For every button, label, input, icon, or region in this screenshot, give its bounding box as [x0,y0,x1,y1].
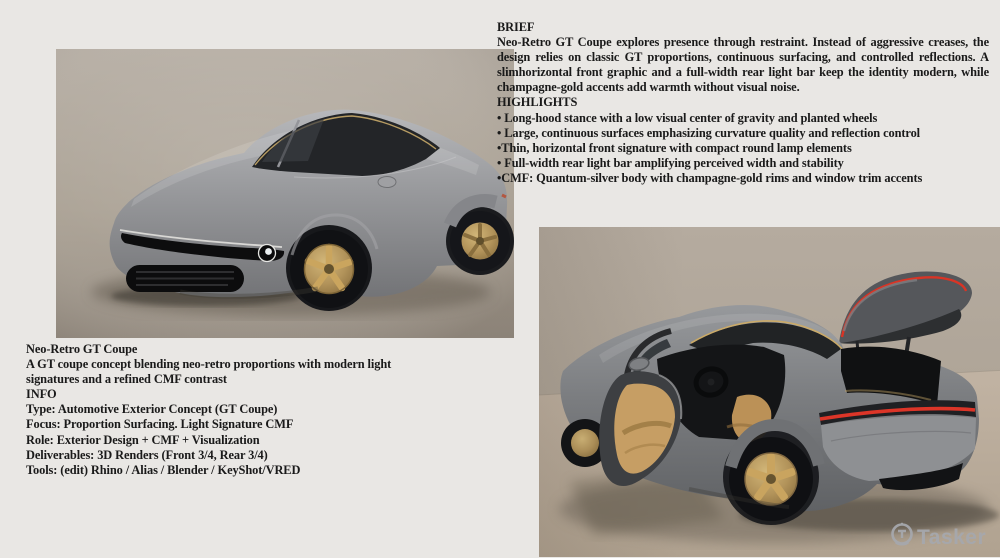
watermark [889,521,986,554]
highlight-item: • Large, continuous surfaces emphasizing curvature quality and reflection control [497,125,921,140]
watermark-text: Tasker [917,525,987,549]
highlight-item: •CMF: Quantum-silver body with champagne-gold rims and window trim accents [497,170,923,185]
brief-line: champagne-gold accents add warmth without visual noise. [497,80,800,95]
info-line-deliverables: Deliverables: 3D Renders (Front 3/4, Rear 3/4) [26,447,268,462]
rear-render-image [539,227,1000,557]
info-heading: INFO [26,387,57,402]
highlights-heading: HIGHLIGHTS [497,95,578,110]
rear-render-illustration [539,227,1000,557]
brief-section [497,20,989,186]
highlight-item: • Full-width rear light bar amplifying perceived width and stability [497,155,844,170]
project-section [26,342,436,478]
info-line-type: Type: Automotive Exterior Concept (GT Coupe) [26,402,278,417]
tasker-logo-icon [889,521,915,554]
brief-line: design relies on classic GT proportions, continuous surfacing, and controlled reflections. A [497,50,989,65]
front-render-illustration [56,49,514,338]
brief-line: slimhorizontal front graphic and a full-width rear light bar keep the identity modern, while [497,65,989,80]
front-render-image [56,49,514,338]
highlight-item: • Long-hood stance with a low visual center of gravity and planted wheels [497,110,878,125]
brief-line: Neo-Retro GT Coupe explores presence through restraint. Instead of aggressive creases, the [497,35,989,50]
brief-heading: BRIEF [497,20,535,34]
info-line-tools: Tools: (edit) Rhino / Alias / Blender / KeyShot/VRED [26,462,301,477]
highlight-item: •Thin, horizontal front signature with compact round lamp elements [497,140,852,155]
project-title: Neo-Retro GT Coupe [26,342,138,356]
project-description-line: A GT coupe concept blending neo-retro proportions with modern light [26,357,392,372]
project-description-line: signatures and a refined CMF contrast [26,372,227,387]
info-line-focus: Focus: Proportion Surfacing. Light Signature CMF [26,417,294,432]
info-line-role: Role: Exterior Design + CMF + Visualization [26,432,260,447]
